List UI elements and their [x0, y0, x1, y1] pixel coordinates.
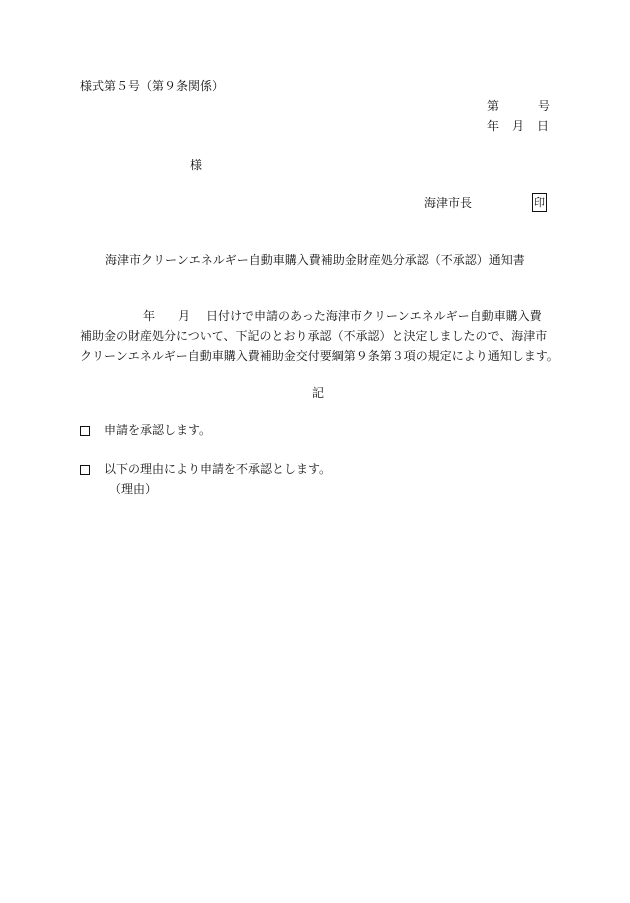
date-year-label: 年	[487, 119, 500, 133]
body-text-line-2: 補助金の財産処分について、下記のとおり承認（不承認）と決定しましたので、海津市	[80, 329, 548, 343]
form-number: 様式第５号（第９条関係）	[80, 79, 225, 93]
reason-label: （理由）	[109, 482, 158, 496]
reject-option-label: 以下の理由により申請を不承認とします。	[104, 462, 332, 476]
document-title: 海津市クリーンエネルギー自動車購入費補助金財産処分承認（不承認）通知書	[105, 253, 525, 267]
approve-option-label: 申請を承認します。	[104, 423, 212, 437]
date-month-label: 月	[512, 119, 525, 133]
body-text-line-3: クリーンエネルギー自動車購入費補助金交付要綱第９条第３項の規定により通知します。	[80, 349, 559, 363]
body-year-label: 年	[143, 309, 156, 323]
seal-mark: 印	[532, 193, 547, 212]
approve-checkbox[interactable]	[80, 426, 90, 436]
document-number-prefix: 第	[487, 99, 500, 113]
reject-checkbox[interactable]	[80, 465, 90, 475]
date-day-label: 日	[537, 119, 550, 133]
sender-title: 海津市長	[424, 196, 473, 210]
body-month-label: 月	[178, 309, 191, 323]
body-text-line-1: 日付けで申請のあった海津市クリーンエネルギー自動車購入費	[206, 309, 542, 323]
document-number-suffix: 号	[538, 99, 551, 113]
recipient-honorific: 様	[190, 158, 203, 172]
ki-heading: 記	[312, 386, 325, 400]
